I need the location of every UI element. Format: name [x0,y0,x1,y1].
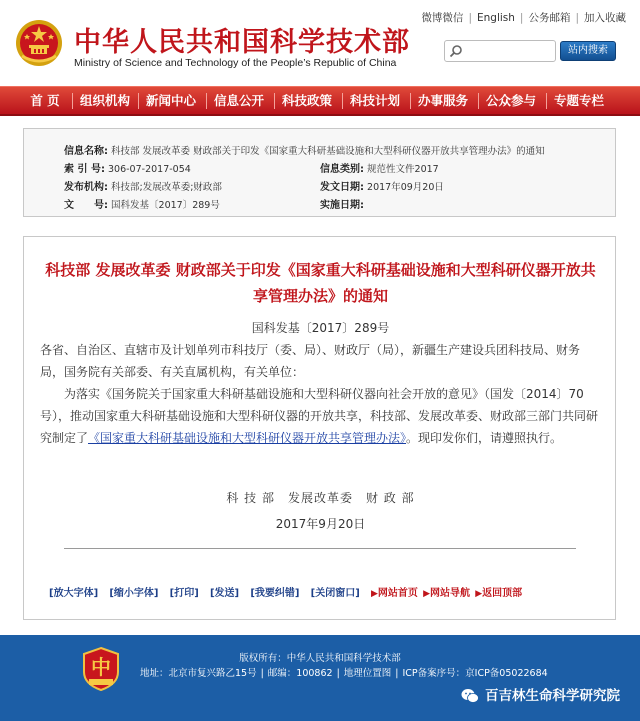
nav-home[interactable]: 首 页 [30,93,60,108]
info-effective-label: 实施日期: [320,200,364,211]
info-issuer-value: 科技部;发展改革委;财政部 [111,182,222,193]
national-emblem-icon[interactable] [14,18,64,68]
nav-divider [274,93,275,109]
site-title[interactable]: 中华人民共和国科学技术部 [74,27,410,58]
article-divider [64,548,576,549]
official-email-link[interactable]: 公务邮箱 [528,12,571,24]
top-link-divider: | [468,12,472,24]
info-docno-label: 文 号: [64,200,108,211]
top-link-divider: | [519,12,524,24]
info-effective-row [320,196,364,211]
info-date-label: 发文日期: [320,182,364,193]
shrink-font-button[interactable]: [缩小字体] [109,588,159,599]
footer-divider: | [395,668,399,679]
footer-map-link[interactable]: 地理位置图 [343,668,392,679]
info-index-value: 306-07-2017-054 [108,164,191,175]
site-title-english: Ministry of Science and Technology of the People’s Republic of China [74,57,397,69]
info-docno-row [64,196,220,211]
article-body [40,339,600,449]
top-link-divider: | [575,12,579,24]
info-index-row [64,160,191,175]
print-button[interactable]: [打印] [169,588,199,599]
report-error-button[interactable]: [我要纠错] [250,588,300,599]
footer-icp[interactable]: ICP备案序号：京ICP备05022684 [402,668,548,679]
main-nav [0,86,640,116]
arrow-right-icon: ▶ [370,589,378,599]
arrow-right-icon: ▶ [423,589,430,599]
footer-divider: | [336,668,340,679]
footer-postcode: 邮编：100862 [267,668,333,679]
footer-address-line [140,665,548,679]
info-name-row [64,142,545,157]
article-recipients: 各省、自治区、直辖市及计划单列市科技厅（委、局）、财政厅（局），新疆生产建设兵团科技局、财务局，国务院有关部委、有关直属机构，有关单位： [40,343,581,379]
nav-special-topics[interactable]: 专题专栏 [553,93,604,108]
article-paragraph [40,383,600,449]
watermark-text: 百吉林生命科学研究院 [485,688,620,704]
document-metadata [23,128,616,217]
info-index-label: 索 引 号: [64,164,105,175]
nav-services[interactable]: 办事服务 [417,93,468,108]
nav-divider [72,93,73,109]
article-panel [23,236,616,620]
paragraph-text-before-link: 为落实《国务院关于国家重大科研基础设施和大型科研仪器向社会开放的意见》（国发〔2014〕70号），推动国家重大科研基础设施和大型科研仪器的开放共享，科技部、发展改革委、财政部三部门共同研究制定了 [40,387,599,445]
nav-public-participation[interactable]: 公众参与 [485,93,536,108]
nav-divider [410,93,411,109]
close-window-button[interactable]: [关闭窗口] [310,588,360,599]
footer-copyright: 版权所有：中华人民共和国科学技术部 [239,653,401,664]
info-issuer-row [64,178,222,193]
article-date: 2017年9月20日 [275,517,366,531]
nav-divider [138,93,139,109]
paragraph-text-after-link: 。现印发你们，请遵照执行。 [406,431,563,445]
nav-divider [478,93,479,109]
weibo-wechat-link[interactable]: 微博微信 [421,12,464,24]
nav-divider [342,93,343,109]
footer-address: 地址：北京市复兴路乙15号 [140,668,257,679]
site-home-link[interactable]: 网站首页 [377,588,418,599]
measures-document-link[interactable]: 《国家重大科研基础设施和大型科研仪器开放共享管理办法》 [88,431,407,445]
enlarge-font-button[interactable]: [放大字体] [49,588,99,599]
article-title: 科技部 发展改革委 财政部关于印发《国家重大科研基础设施和大型科研仪器开放共享管理办法》的通知 [45,261,596,305]
nav-divider [546,93,547,109]
site-nav-link[interactable]: 网站导航 [430,588,470,599]
info-category-value: 规范性文件2017 [367,164,439,175]
info-name-label: 信息名称: [64,146,108,157]
nav-news-center[interactable]: 新闻中心 [145,93,196,108]
info-issuer-label: 发布机构: [64,182,108,193]
back-to-top-link[interactable]: 返回顶部 [482,588,523,599]
add-favorite-link[interactable]: 加入收藏 [584,12,626,24]
wechat-icon [461,688,479,704]
send-button[interactable]: [发送] [209,588,240,599]
arrow-right-icon: ▶ [475,589,483,599]
info-category-label: 信息类别: [320,164,364,175]
site-search [444,40,620,62]
info-date-row [320,178,444,193]
info-name-value: 科技部 发展改革委 财政部关于印发《国家重大科研基础设施和大型科研仪器开放共享管理办法》的通知 [111,146,545,157]
footer-divider: | [260,668,264,679]
nav-sci-tech-plan[interactable]: 科技计划 [349,93,400,108]
nav-organization[interactable]: 组织机构 [79,93,130,108]
nav-info-disclosure[interactable]: 信息公开 [213,93,264,108]
page-tools [49,584,609,599]
site-header [0,0,640,86]
article-doc-number: 国科发基〔2017〕289号 [251,321,390,335]
english-link[interactable]: English [476,12,515,24]
nav-sci-tech-policy[interactable]: 科技政策 [281,93,332,108]
info-docno-value: 国科发基〔2017〕289号 [111,200,220,211]
article-signers: 科 技 部 发展改革委 财 政 部 [226,491,415,505]
watermark [461,684,620,704]
nav-divider [206,93,207,109]
info-category-row [320,160,439,175]
search-icon [449,44,463,58]
search-button[interactable]: 站内搜索 [560,41,616,61]
svg-text:中: 中 [91,655,111,679]
info-date-value: 2017年09月20日 [367,182,444,193]
site-footer [0,635,640,721]
top-links [421,10,626,25]
